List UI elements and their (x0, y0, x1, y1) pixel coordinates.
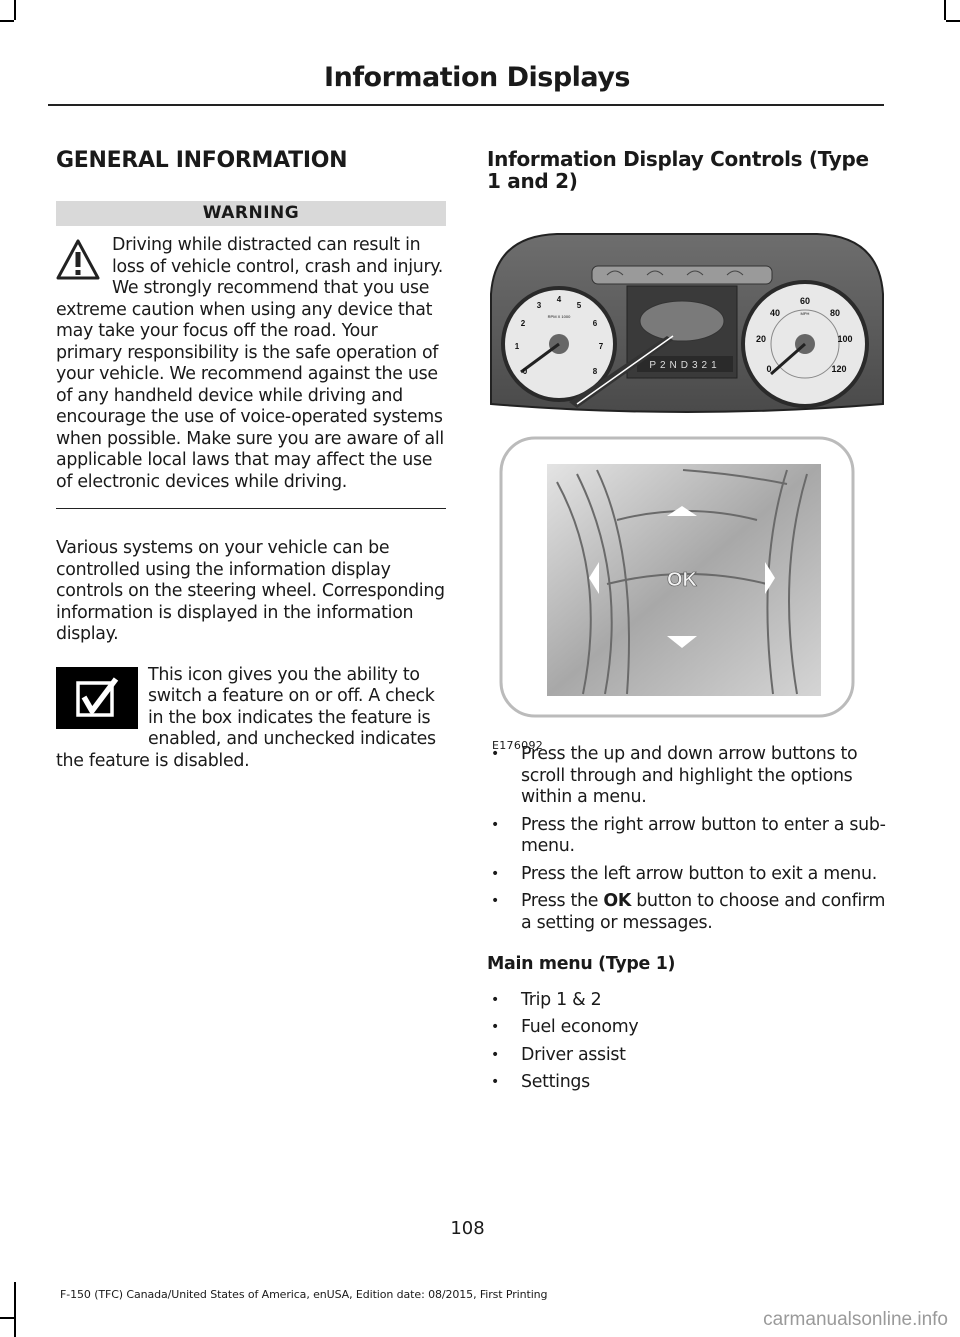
speedo-tick: 40 (769, 308, 781, 318)
controls-bullet-list (487, 744, 887, 934)
page-number: 108 (450, 1218, 485, 1239)
menu-item: • Driver assist (487, 1045, 887, 1067)
list-item: • Press the right arrow button to enter a sub-menu. (487, 815, 887, 858)
speedo-tick: 20 (755, 334, 767, 344)
instrument-cluster-figure (487, 224, 885, 744)
tach-tick: 6 (592, 319, 598, 328)
left-column (56, 148, 446, 772)
warning-light-strip (592, 266, 772, 284)
warning-divider (56, 508, 446, 509)
right-column (487, 148, 887, 192)
crop-mark (14, 1282, 16, 1337)
speedo-unit-label: MPH (800, 311, 810, 316)
tach-tick: 8 (592, 367, 598, 376)
tach-tick: 0 (522, 367, 528, 376)
controls-heading: Information Display Controls (Type 1 and 2) (487, 147, 869, 193)
tach-unit-label: RPM X 1000 (547, 314, 571, 319)
checkbox-check-icon (56, 667, 138, 729)
main-menu-heading: Main menu (Type 1) (487, 954, 676, 974)
warning-label: WARNING (56, 201, 446, 226)
menu-item: • Settings (487, 1072, 887, 1094)
crop-mark (944, 0, 946, 20)
tach-tick: 1 (514, 342, 520, 351)
menu-item: • Trip 1 & 2 (487, 990, 887, 1012)
section-heading: GENERAL INFORMATION (56, 148, 348, 173)
crop-mark (14, 0, 16, 20)
speedo-tick: 0 (766, 364, 772, 374)
checkbox-description: This icon gives you the ability to switch a feature on or off. A check in the box indicates the feature is enabled, and unchecked indicates the feature is disabled. (56, 664, 436, 771)
footer-edition: F-150 (TFC) Canada/United States of America, enUSA, Edition date: 08/2015, First Printing (60, 1288, 548, 1301)
controls-instructions (487, 744, 887, 1100)
header-divider (48, 104, 884, 106)
main-menu-list (487, 990, 887, 1094)
tach-tick: 4 (556, 295, 562, 304)
list-item: • Press the OK button to choose and confirm a setting or messages. (487, 891, 887, 934)
intro-paragraph: Various systems on your vehicle can be controlled using the information display controls on the steering wheel. Corresponding information is displayed in the information display. (56, 538, 445, 644)
crop-mark (0, 1317, 14, 1319)
gear-indicator: P2ND321 (649, 360, 721, 371)
figure-id: E176092 (492, 739, 544, 752)
warning-triangle-icon (56, 238, 100, 286)
warning-box (56, 235, 446, 493)
tach-tick: 2 (520, 319, 526, 328)
tach-tick: 3 (536, 301, 542, 310)
page-header-title: Information Displays (324, 62, 630, 93)
speedo-tick: 120 (831, 364, 847, 374)
crop-mark (0, 20, 14, 22)
information-display (640, 301, 724, 341)
list-item: • Press the left arrow button to exit a menu. (487, 864, 887, 886)
checkbox-info (56, 665, 446, 773)
tach-tick: 7 (598, 342, 604, 351)
menu-item: • Fuel economy (487, 1017, 887, 1039)
list-item: • Press the up and down arrow buttons to scroll through and highlight the options within a menu. (487, 744, 887, 809)
speedo-tick: 80 (829, 308, 841, 318)
speedo-tick: 60 (799, 296, 811, 306)
watermark[interactable]: carmanualsonline.info (763, 1309, 948, 1330)
ok-button: OK (667, 569, 697, 591)
tach-tick: 5 (576, 301, 582, 310)
warning-text: Driving while distracted can result in loss of vehicle control, crash and injury. We strongly recommend that you use extreme caution when using any device that may take your focus off the road. Your primary responsibility is the safe operation of your vehicle. We recommend against the use of any handheld device while driving and encourage the use of voice-operated systems when possible. Make sure you are aware of all applicable local laws that may affect the use of electronic devices while driving. (56, 235, 444, 492)
speedo-tick: 100 (837, 334, 853, 344)
crop-mark (946, 20, 960, 22)
